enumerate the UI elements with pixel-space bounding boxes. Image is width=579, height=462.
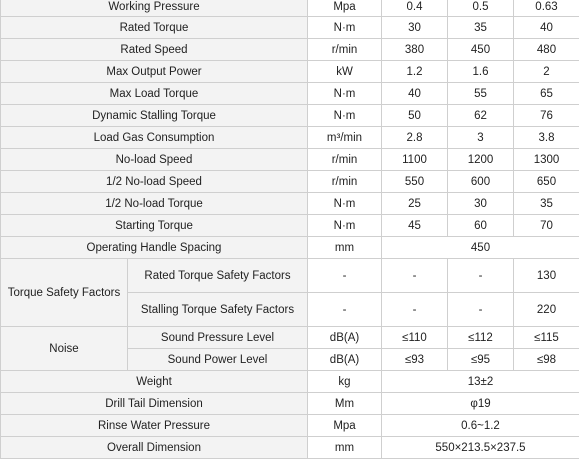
table-row <box>1 327 579 349</box>
table-row <box>1 393 579 415</box>
value-cell: 550 <box>382 171 448 193</box>
value-cell: 1.6 <box>448 61 514 83</box>
unit-cell: r/min <box>308 149 382 171</box>
group-label: Torque Safety Factors <box>1 259 128 327</box>
table-row <box>1 215 579 237</box>
value-cell: 130 <box>514 259 579 293</box>
value-cell: 25 <box>382 193 448 215</box>
table-row <box>1 61 579 83</box>
value-cell: - <box>382 293 448 327</box>
group-label: Noise <box>1 327 128 371</box>
sub-parameter-label: Stalling Torque Safety Factors <box>128 293 308 327</box>
value-cell: ≤112 <box>448 327 514 349</box>
table-row <box>1 415 579 437</box>
table-row <box>1 127 579 149</box>
value-cell: 0.63 <box>514 0 579 17</box>
value-cell: 650 <box>514 171 579 193</box>
table-row <box>1 437 579 459</box>
value-cell: 65 <box>514 83 579 105</box>
value-cell: 1300 <box>514 149 579 171</box>
value-cell: 220 <box>514 293 579 327</box>
parameter-label: Dynamic Stalling Torque <box>1 105 308 127</box>
parameter-label: 1/2 No-load Speed <box>1 171 308 193</box>
value-cell: 30 <box>382 17 448 39</box>
value-cell: 600 <box>448 171 514 193</box>
value-cell: 0.6~1.2 <box>382 415 579 437</box>
value-cell: ≤110 <box>382 327 448 349</box>
value-cell: ≤93 <box>382 349 448 371</box>
table-row <box>1 193 579 215</box>
value-cell: 450 <box>382 237 579 259</box>
unit-cell: r/min <box>308 171 382 193</box>
value-cell: 450 <box>448 39 514 61</box>
unit-cell: Mm <box>308 393 382 415</box>
value-cell: 60 <box>448 215 514 237</box>
value-cell: 1100 <box>382 149 448 171</box>
parameter-label: 1/2 No-load Torque <box>1 193 308 215</box>
unit-cell: mm <box>308 237 382 259</box>
value-cell: 40 <box>514 17 579 39</box>
value-cell: 62 <box>448 105 514 127</box>
value-cell: 0.4 <box>382 0 448 17</box>
value-cell: 550×213.5×237.5 <box>382 437 579 459</box>
table-row <box>1 171 579 193</box>
unit-cell: - <box>308 259 382 293</box>
unit-cell: N·m <box>308 193 382 215</box>
value-cell: 1.2 <box>382 61 448 83</box>
parameter-label: Working Pressure <box>1 0 308 17</box>
value-cell: 3.8 <box>514 127 579 149</box>
unit-cell: kW <box>308 61 382 83</box>
sub-parameter-label: Sound Pressure Level <box>128 327 308 349</box>
parameter-label: Load Gas Consumption <box>1 127 308 149</box>
sub-parameter-label: Rated Torque Safety Factors <box>128 259 308 293</box>
unit-cell: r/min <box>308 39 382 61</box>
table-row <box>1 237 579 259</box>
unit-cell: Mpa <box>308 0 382 17</box>
parameter-label: Rated Torque <box>1 17 308 39</box>
unit-cell: - <box>308 293 382 327</box>
value-cell: 1200 <box>448 149 514 171</box>
value-cell: 76 <box>514 105 579 127</box>
value-cell: 13±2 <box>382 371 579 393</box>
table-row <box>1 0 579 17</box>
value-cell: ≤95 <box>448 349 514 371</box>
parameter-label: Overall Dimension <box>1 437 308 459</box>
unit-cell: m³/min <box>308 127 382 149</box>
value-cell: 3 <box>448 127 514 149</box>
value-cell: ≤98 <box>514 349 579 371</box>
unit-cell: kg <box>308 371 382 393</box>
unit-cell: dB(A) <box>308 327 382 349</box>
value-cell: 55 <box>448 83 514 105</box>
parameter-label: Weight <box>1 371 308 393</box>
value-cell: 0.5 <box>448 0 514 17</box>
unit-cell: N·m <box>308 215 382 237</box>
sub-parameter-label: Sound Power Level <box>128 349 308 371</box>
parameter-label: Starting Torque <box>1 215 308 237</box>
value-cell: ≤115 <box>514 327 579 349</box>
value-cell: 2 <box>514 61 579 83</box>
unit-cell: mm <box>308 437 382 459</box>
value-cell: - <box>382 259 448 293</box>
table-row <box>1 371 579 393</box>
value-cell: 40 <box>382 83 448 105</box>
value-cell: 35 <box>448 17 514 39</box>
parameter-label: Drill Tail Dimension <box>1 393 308 415</box>
parameter-label: Rated Speed <box>1 39 308 61</box>
unit-cell: dB(A) <box>308 349 382 371</box>
table-row <box>1 149 579 171</box>
value-cell: 45 <box>382 215 448 237</box>
parameter-label: Max Output Power <box>1 61 308 83</box>
value-cell: 70 <box>514 215 579 237</box>
value-cell: 480 <box>514 39 579 61</box>
parameter-label: No-load Speed <box>1 149 308 171</box>
value-cell: 35 <box>514 193 579 215</box>
table-row <box>1 39 579 61</box>
parameter-label: Operating Handle Spacing <box>1 237 308 259</box>
value-cell: 380 <box>382 39 448 61</box>
value-cell: 30 <box>448 193 514 215</box>
table-row <box>1 259 579 293</box>
unit-cell: N·m <box>308 83 382 105</box>
table-row <box>1 83 579 105</box>
value-cell: 2.8 <box>382 127 448 149</box>
value-cell: - <box>448 293 514 327</box>
parameter-label: Max Load Torque <box>1 83 308 105</box>
value-cell: φ19 <box>382 393 579 415</box>
unit-cell: N·m <box>308 17 382 39</box>
value-cell: 50 <box>382 105 448 127</box>
unit-cell: Mpa <box>308 415 382 437</box>
table-row <box>1 17 579 39</box>
parameter-label: Rinse Water Pressure <box>1 415 308 437</box>
value-cell: - <box>448 259 514 293</box>
table-row <box>1 105 579 127</box>
unit-cell: N·m <box>308 105 382 127</box>
